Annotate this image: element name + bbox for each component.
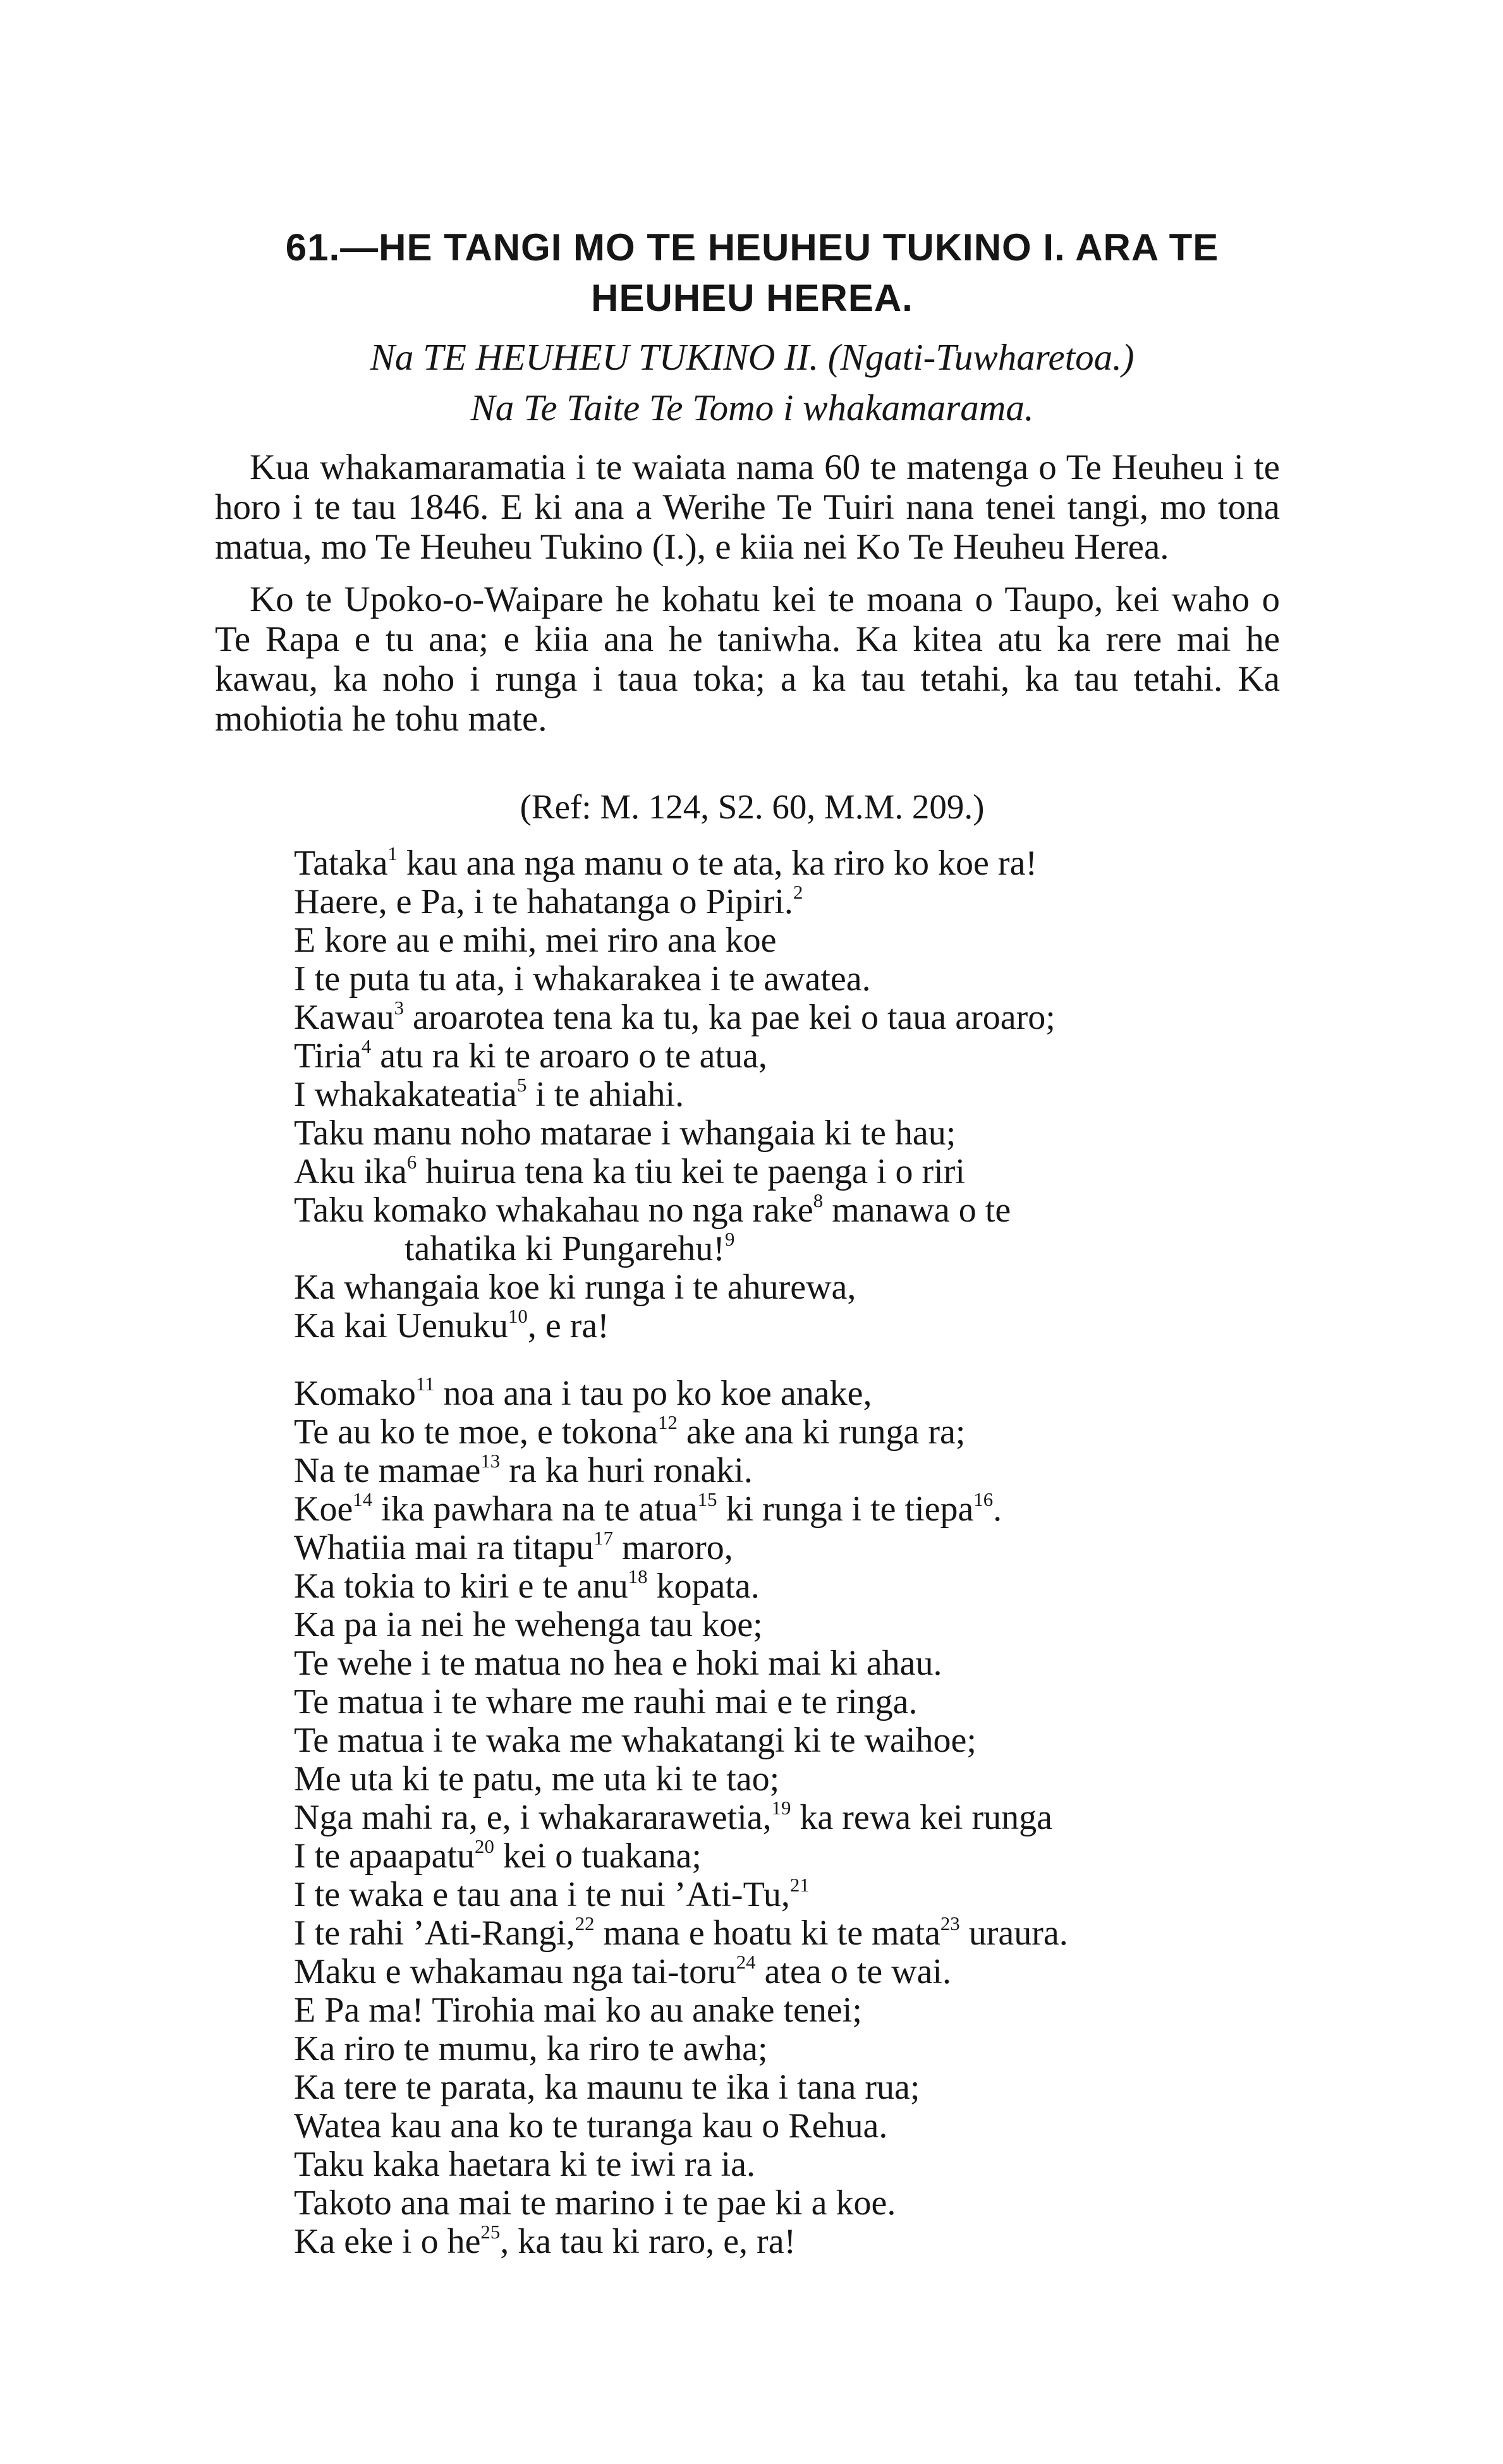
poem-line bbox=[294, 2223, 1280, 2261]
poem-line bbox=[294, 998, 1280, 1037]
line-text: atea o te wai. bbox=[755, 1952, 951, 1991]
line-text: Ka whangaia koe ki runga i te ahurewa, bbox=[294, 1268, 856, 1307]
footnote-marker: 14 bbox=[353, 1488, 373, 1510]
line-text: Taku manu noho matarae i whangaia ki te hau; bbox=[294, 1114, 956, 1153]
poem-line bbox=[294, 1114, 1280, 1153]
footnote-marker: 5 bbox=[516, 1074, 527, 1096]
footnote-marker: 10 bbox=[508, 1305, 528, 1327]
footnote-marker: 12 bbox=[658, 1411, 678, 1433]
line-text: Komako bbox=[294, 1374, 416, 1413]
poem-line bbox=[294, 1413, 1280, 1452]
line-text: Tiria bbox=[294, 1036, 362, 1076]
line-text: Te au ko te moe, e tokona bbox=[294, 1412, 659, 1452]
poem-line bbox=[294, 883, 1280, 921]
line-text: Te matua i te whare me rauhi mai e te ringa. bbox=[294, 1682, 918, 1721]
poem-line bbox=[294, 2068, 1280, 2107]
line-text: maroro, bbox=[613, 1528, 733, 1567]
footnote-marker: 8 bbox=[813, 1189, 824, 1211]
intro-paragraph-2: Ko te Upoko-o-Waipare he kohatu kei te moana o Taupo, kei waho o Te Rapa e tu ana; e kiia ana he taniwha. Ka kitea atu ka rere mai he kawau, ka noho i runga i taua toka; a ka tau tetahi, ka tau tetahi. Ka mohiotia he tohu mate. bbox=[215, 580, 1280, 739]
line-text: Na te mamae bbox=[294, 1451, 481, 1490]
line-text: i te ahiahi. bbox=[526, 1075, 685, 1114]
line-text: E kore au e mihi, mei riro ana koe bbox=[294, 921, 777, 960]
line-text: I te waka e tau ana i te nui ’Ati-Tu, bbox=[294, 1875, 790, 1914]
line-text: I te apaapatu bbox=[294, 1836, 475, 1876]
footnote-marker: 24 bbox=[736, 1951, 756, 1973]
line-text: Whatiia mai ra titapu bbox=[294, 1528, 594, 1567]
line-text: atu ra ki te aroaro o te atua, bbox=[371, 1036, 767, 1076]
line-text: uraura. bbox=[959, 1914, 1068, 1953]
poem-line bbox=[294, 1230, 1280, 1268]
line-text: I te rahi ’Ati-Rangi, bbox=[294, 1914, 575, 1953]
footnote-marker: 17 bbox=[593, 1527, 614, 1549]
line-text: ra ka huri ronaki. bbox=[500, 1451, 753, 1490]
poem-line bbox=[294, 1191, 1280, 1230]
reference-note: (Ref: M. 124, S2. 60, M.M. 209.) bbox=[520, 787, 985, 826]
line-text: Kawau bbox=[294, 998, 394, 1037]
stanza-2 bbox=[294, 1375, 1280, 2261]
poem-line bbox=[294, 960, 1280, 998]
line-text: Aku ika bbox=[294, 1152, 407, 1191]
poem-line bbox=[294, 1799, 1280, 1837]
line-text: Haere, e Pa, i te hahatanga o Pipiri. bbox=[294, 882, 793, 921]
line-text: noa ana i tau po ko koe anake, bbox=[434, 1374, 872, 1413]
poem-line bbox=[294, 1490, 1280, 1529]
line-text: ka rewa kei runga bbox=[791, 1798, 1052, 1837]
footnote-marker: 16 bbox=[973, 1488, 994, 1510]
intro-paragraph-1: Kua whakamaramatia i te waiata nama 60 te matenga o Te Heuheu i te horo i te tau 1846. E ki ana a Werihe Te Tuiri nana tenei tangi, mo tona matua, mo Te Heuheu Tukino (I.), e kiia nei Ko Te Heuheu Herea. bbox=[215, 447, 1280, 567]
line-text: Ka tokia to kiri e te anu bbox=[294, 1567, 628, 1606]
line-text: Ka riro te mumu, ka riro te awha; bbox=[294, 2029, 768, 2068]
line-text: ika pawhara na te atua bbox=[372, 1490, 698, 1529]
line-text: Taku kaka haetara ki te iwi ra ia. bbox=[294, 2145, 755, 2184]
title-line-2: HEUHEU HEREA. bbox=[591, 277, 913, 319]
poem-line bbox=[294, 1567, 1280, 1606]
line-text: E Pa ma! Tirohia mai ko au anake tenei; bbox=[294, 1991, 862, 2030]
poem bbox=[294, 844, 1280, 2261]
footnote-marker: 22 bbox=[575, 1912, 595, 1934]
footnote-marker: 19 bbox=[771, 1797, 791, 1819]
poem-line bbox=[294, 2145, 1280, 2184]
line-text: Takoto ana mai te marino i te pae ki a koe. bbox=[294, 2183, 896, 2223]
poem-line bbox=[294, 1837, 1280, 1876]
line-text: Me uta ki te patu, me uta ki te tao; bbox=[294, 1759, 780, 1799]
footnote-marker: 1 bbox=[387, 842, 398, 865]
footnote-marker: 4 bbox=[361, 1035, 372, 1057]
line-text: kei o tuakana; bbox=[494, 1836, 702, 1876]
line-text: Taku komako whakahau no nga rake bbox=[294, 1191, 813, 1230]
poem-line bbox=[294, 1268, 1280, 1307]
poem-line bbox=[294, 1991, 1280, 2030]
line-text: Ka kai Uenuku bbox=[294, 1306, 509, 1345]
poem-line bbox=[294, 2107, 1280, 2145]
line-text: , ka tau ki raro, e, ra! bbox=[500, 2222, 796, 2261]
introduction bbox=[215, 447, 1280, 751]
poem-line bbox=[294, 1307, 1280, 1345]
footnote-marker: 18 bbox=[628, 1565, 648, 1587]
line-text: Ka tere te parata, ka maunu te ika i tana rua; bbox=[294, 2068, 920, 2107]
line-text: I te puta tu ata, i whakarakea i te awatea. bbox=[294, 959, 871, 998]
line-text: huirua tena ka tiu kei te paenga i o riri bbox=[417, 1152, 965, 1191]
attribution bbox=[215, 332, 1289, 433]
poem-line bbox=[294, 844, 1280, 883]
line-text: , e ra! bbox=[527, 1306, 609, 1345]
poem-line bbox=[294, 1644, 1280, 1683]
footnote-marker: 2 bbox=[793, 881, 803, 903]
stanza-1 bbox=[294, 844, 1280, 1345]
footnote-marker: 6 bbox=[406, 1151, 417, 1173]
footnote-marker: 20 bbox=[475, 1835, 494, 1857]
poem-line bbox=[294, 1914, 1280, 1953]
line-text: Watea kau ana ko te turanga kau o Rehua. bbox=[294, 2106, 888, 2145]
line-text: Nga mahi ra, e, i whakararawetia, bbox=[294, 1798, 772, 1837]
line-text: tahatika ki Pungarehu! bbox=[405, 1229, 725, 1268]
poem-line bbox=[294, 1375, 1280, 1413]
line-text: I whakakateatia bbox=[294, 1075, 517, 1114]
title-line-1: 61.—HE TANGI MO TE HEUHEU TUKINO I. ARA TE bbox=[285, 226, 1219, 269]
poem-line bbox=[294, 1760, 1280, 1799]
poem-line bbox=[294, 2184, 1280, 2223]
line-text: Ka pa ia nei he wehenga tau koe; bbox=[294, 1605, 763, 1644]
footnote-marker: 11 bbox=[415, 1373, 435, 1395]
footnote-marker: 3 bbox=[394, 997, 404, 1019]
line-text: . bbox=[993, 1490, 1002, 1529]
poem-line bbox=[294, 1076, 1280, 1114]
line-text: Maku e whakamau nga tai-toru bbox=[294, 1952, 736, 1991]
poem-line bbox=[294, 1037, 1280, 1076]
line-text: Te wehe i te matua no hea e hoki mai ki ahau. bbox=[294, 1644, 942, 1683]
line-text: ake ana ki runga ra; bbox=[677, 1412, 966, 1452]
line-text: Te matua i te waka me whakatangi ki te waihoe; bbox=[294, 1721, 977, 1760]
line-text: mana e hoatu ki te mata bbox=[594, 1914, 940, 1953]
footnote-marker: 21 bbox=[789, 1874, 810, 1896]
line-text: Koe bbox=[294, 1490, 353, 1529]
line-text: Ka eke i o he bbox=[294, 2222, 481, 2261]
line-text: kau ana nga manu o te ata, ka riro ko koe ra! bbox=[397, 844, 1038, 883]
poem-line bbox=[294, 1153, 1280, 1191]
line-text: Tataka bbox=[294, 844, 388, 883]
song-title bbox=[215, 222, 1289, 324]
line-text: aroarotea tena ka tu, ka pae kei o taua aroaro; bbox=[404, 998, 1056, 1037]
composer-line: Na TE HEUHEU TUKINO II. (Ngati-Tuwharetoa.) bbox=[370, 336, 1135, 378]
explainer-line: Na Te Taite Te Tomo i whakamarama. bbox=[470, 387, 1034, 428]
line-text: ki runga i te tiepa bbox=[717, 1490, 974, 1529]
poem-line bbox=[294, 1721, 1280, 1760]
poem-line bbox=[294, 1876, 1280, 1914]
footnote-marker: 15 bbox=[697, 1488, 717, 1510]
poem-line bbox=[294, 1953, 1280, 1991]
poem-line bbox=[294, 1683, 1280, 1721]
footnote-marker: 23 bbox=[940, 1912, 960, 1934]
footnote-marker: 9 bbox=[724, 1228, 735, 1250]
poem-line bbox=[294, 2030, 1280, 2068]
footnote-marker: 13 bbox=[480, 1450, 501, 1472]
line-text: manawa o te bbox=[823, 1191, 1011, 1230]
poem-line bbox=[294, 1529, 1280, 1567]
footnote-marker: 25 bbox=[480, 2221, 501, 2243]
poem-line bbox=[294, 921, 1280, 960]
poem-line bbox=[294, 1452, 1280, 1490]
poem-line bbox=[294, 1606, 1280, 1644]
line-text: kopata. bbox=[647, 1567, 760, 1606]
